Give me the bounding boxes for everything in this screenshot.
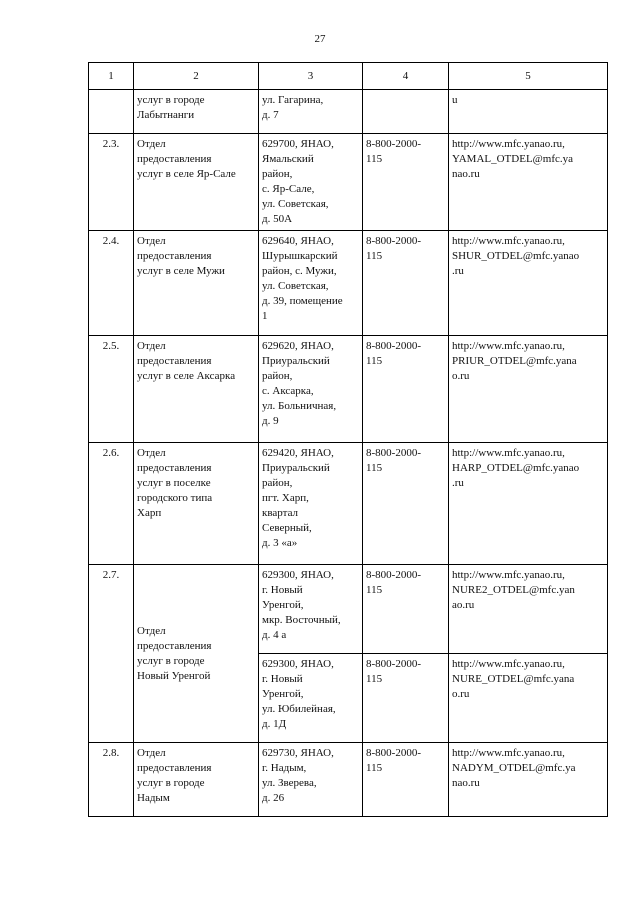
page-number: 27 bbox=[314, 33, 326, 45]
table-row bbox=[89, 231, 608, 336]
office-phone: 8-800-2000- 115 bbox=[363, 743, 449, 817]
office-name: Отдел предоставления услуг в городе Новый Уренгой bbox=[134, 565, 259, 743]
office-name: услуг в городе Лабытнанги bbox=[134, 90, 259, 134]
office-phone bbox=[363, 90, 449, 134]
row-number: 2.7. bbox=[89, 565, 134, 743]
table-row bbox=[89, 90, 608, 134]
column-header: 5 bbox=[449, 63, 608, 90]
office-phone: 8-800-2000- 115 bbox=[363, 443, 449, 565]
office-name: Отдел предоставления услуг в селе Аксарка bbox=[134, 336, 259, 443]
office-name: Отдел предоставления услуг в городе Надым bbox=[134, 743, 259, 817]
row-number: 2.3. bbox=[89, 134, 134, 231]
office-address: 629420, ЯНАО, Приуральский район, пгт. Харп, квартал Северный, д. 3 «а» bbox=[259, 443, 363, 565]
offices-table bbox=[88, 62, 608, 817]
table-header-row bbox=[89, 63, 608, 90]
office-name: Отдел предоставления услуг в селе Яр-Сале bbox=[134, 134, 259, 231]
office-address: 629730, ЯНАО, г. Надым, ул. Зверева, д. 26 bbox=[259, 743, 363, 817]
office-contacts: http://www.mfc.yanao.ru, NADYM_OTDEL@mfc.ya nao.ru bbox=[449, 743, 608, 817]
office-contacts: http://www.mfc.yanao.ru, NURE2_OTDEL@mfc.yan ao.ru bbox=[449, 565, 608, 654]
office-contacts: http://www.mfc.yanao.ru, PRIUR_OTDEL@mfc.yana o.ru bbox=[449, 336, 608, 443]
office-name: Отдел предоставления услуг в селе Мужи bbox=[134, 231, 259, 336]
office-address: 629640, ЯНАО, Шурышкарский район, с. Мужи, ул. Советская, д. 39, помещение 1 bbox=[259, 231, 363, 336]
column-header: 1 bbox=[89, 63, 134, 90]
office-phone: 8-800-2000- 115 bbox=[363, 336, 449, 443]
office-name: Отдел предоставления услуг в поселке городского типа Харп bbox=[134, 443, 259, 565]
column-header: 4 bbox=[363, 63, 449, 90]
office-contacts: http://www.mfc.yanao.ru, NURE_OTDEL@mfc.yana o.ru bbox=[449, 654, 608, 743]
office-contacts: http://www.mfc.yanao.ru, HARP_OTDEL@mfc.yanao .ru bbox=[449, 443, 608, 565]
office-address: 629620, ЯНАО, Приуральский район, с. Аксарка, ул. Больничная, д. 9 bbox=[259, 336, 363, 443]
office-phone: 8-800-2000- 115 bbox=[363, 565, 449, 654]
office-contacts: http://www.mfc.yanao.ru, YAMAL_OTDEL@mfc.ya nao.ru bbox=[449, 134, 608, 231]
row-number: 2.8. bbox=[89, 743, 134, 817]
row-number bbox=[89, 90, 134, 134]
office-contacts: u bbox=[449, 90, 608, 134]
office-address: 629300, ЯНАО, г. Новый Уренгой, ул. Юбилейная, д. 1Д bbox=[259, 654, 363, 743]
column-header: 2 bbox=[134, 63, 259, 90]
office-contacts: http://www.mfc.yanao.ru, SHUR_OTDEL@mfc.yanao .ru bbox=[449, 231, 608, 336]
table-row bbox=[89, 743, 608, 817]
office-address: ул. Гагарина, д. 7 bbox=[259, 90, 363, 134]
office-address: 629700, ЯНАО, Ямальский район, с. Яр-Сале, ул. Советская, д. 50А bbox=[259, 134, 363, 231]
table-row bbox=[89, 336, 608, 443]
row-number: 2.4. bbox=[89, 231, 134, 336]
office-phone: 8-800-2000- 115 bbox=[363, 231, 449, 336]
table-row bbox=[89, 134, 608, 231]
table-row bbox=[89, 443, 608, 565]
row-number: 2.6. bbox=[89, 443, 134, 565]
table-row bbox=[89, 565, 608, 654]
column-header: 3 bbox=[259, 63, 363, 90]
office-phone: 8-800-2000- 115 bbox=[363, 654, 449, 743]
row-number: 2.5. bbox=[89, 336, 134, 443]
office-phone: 8-800-2000- 115 bbox=[363, 134, 449, 231]
office-address: 629300, ЯНАО, г. Новый Уренгой, мкр. Восточный, д. 4 а bbox=[259, 565, 363, 654]
